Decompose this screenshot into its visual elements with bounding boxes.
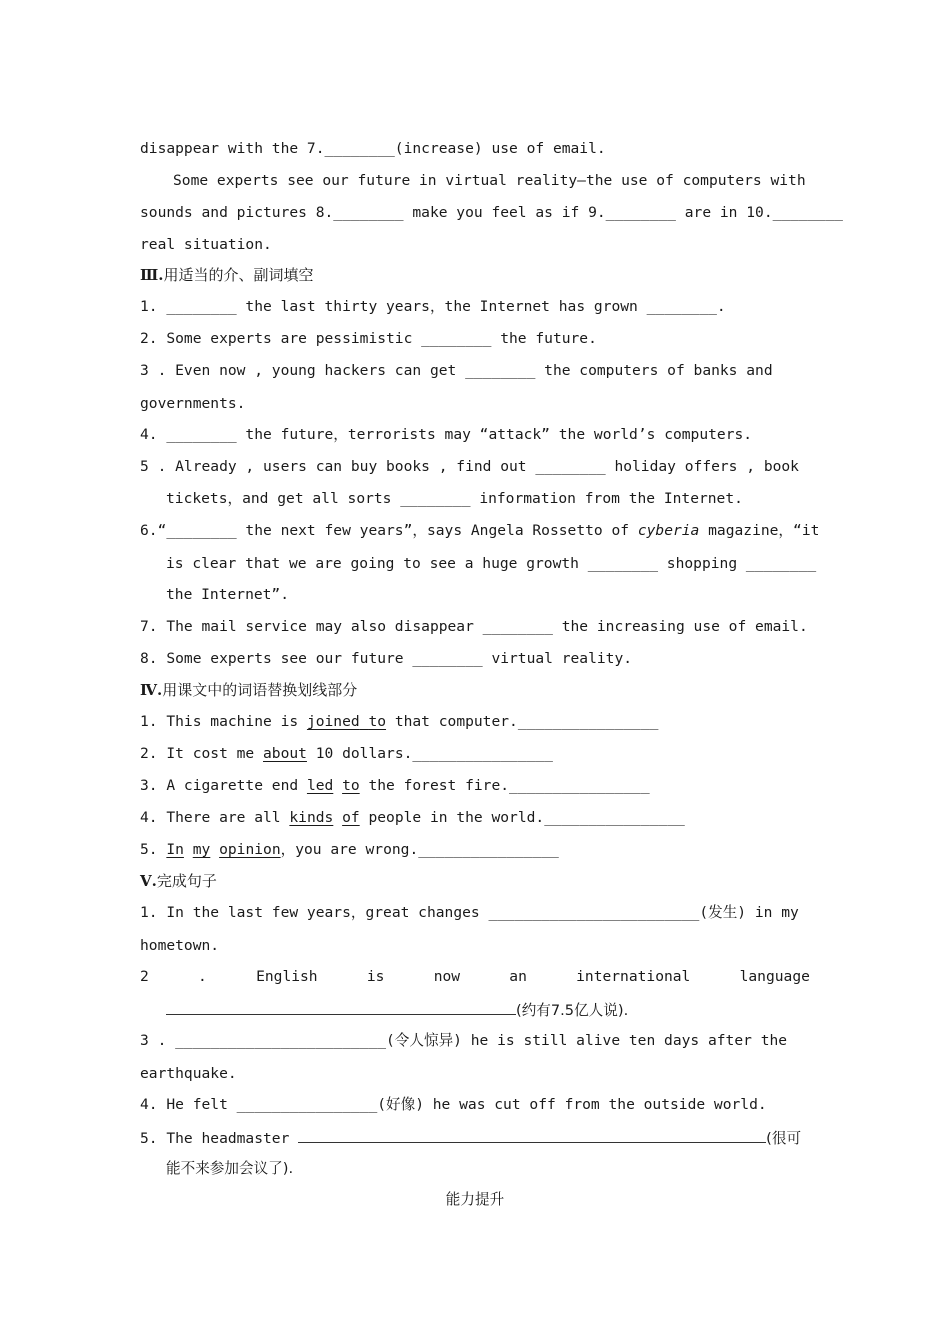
s5-q2-word: is [366,968,385,985]
s5-q2-word: international [576,968,691,985]
s4-q2-underlined: about [263,745,307,762]
s3-question-3-line-2: governments. [140,395,246,412]
section-5-title: 完成句子 [156,872,217,890]
passage-line-2: Some experts see our future in virtual reality—the use of computers with [173,172,806,189]
s4-q2-prefix: 2. It cost me [140,745,264,762]
ability-heading: 能力提升 [445,1191,505,1208]
s3-question-5-line-1: 5 . Already , users can buy books , find out ________ holiday offers , book [140,458,799,475]
s5-q2-word: now [433,968,461,985]
s4-q3-space [333,777,342,794]
s4-q5-space-1 [184,841,193,858]
s4-q5-underlined-2: my [192,841,211,858]
s4-q5-number: 5. [140,841,167,858]
s4-q1-prefix: 1. This machine is [140,713,307,730]
s5-question-1-line-1: 1. In the last few years，great changes ________________________(发生) in my [140,904,799,921]
s5-q2-word: 2 [140,968,149,985]
s5-q2-hint: (约有7.5亿人说). [516,1002,629,1019]
s4-q4-underlined-1: kinds [289,809,334,826]
s3-question-6-line-3: the Internet”. [166,586,290,603]
passage-line-4: real situation. [140,236,272,253]
section-3-title: 用适当的介、副词填空 [163,266,314,284]
s5-q2-word: language [739,968,810,985]
s4-q1-suffix: that computer.________________ [386,713,659,730]
s5-question-3-line-2: earthquake. [140,1065,237,1082]
section-4-title: 用课文中的词语替换划线部分 [162,681,358,699]
section-4-heading [140,680,357,700]
s4-q3-suffix: the forest fire.________________ [359,777,650,794]
section-5-heading [140,871,217,891]
section-4-numeral: Ⅳ. [140,681,163,699]
s4-q3-underlined-2: to [342,777,360,794]
s4-question-2 [140,744,553,764]
s5-question-2-line-1 [140,967,810,987]
s3-question-5-line-2: tickets，and get all sorts ________ information from the Internet. [166,490,743,507]
s3-question-4: 4. ________ the future，terrorists may “attack” the world’s computers. [140,426,753,443]
s3-question-8: 8. Some experts see our future ________ virtual reality. [140,650,633,667]
s4-q4-prefix: 4. There are all [140,809,290,826]
s4-q4-underlined-2: of [342,809,360,826]
s5-q5-prefix: 5. The headmaster [140,1130,299,1147]
s3-q6-text-a: 6.“________ the next few years”，says Angela Rossetto of [140,522,638,539]
s4-q1-underlined-2: to [368,713,387,730]
s5-question-2-line-2 [166,999,628,1021]
s3-q6-text-b: magazine，“it [699,522,820,539]
s5-question-1-line-2: hometown. [140,937,220,954]
s3-q6-magazine-name: cyberia [637,522,700,539]
s5-question-4: 4. He felt ________________(好像) he was cut off from the outside world. [140,1096,767,1113]
s5-q2-word: English [256,968,318,985]
s5-question-5-line-2: 能不来参加会议了). [166,1160,294,1177]
s3-question-3-line-1: 3 . Even now , young hackers can get ________ the computers of banks and [140,362,773,379]
s3-question-6-line-2: is clear that we are going to see a huge growth ________ shopping ________ [166,555,817,572]
passage-line-1: disappear with the 7.________(increase) use of email. [140,140,606,157]
s4-q1-underlined-1: joined [306,713,360,730]
s4-q5-space-2 [210,841,219,858]
s4-q3-prefix: 3. A cigarette end [140,777,307,794]
section-3-numeral: Ⅲ. [140,266,164,284]
s5-question-5-line-1 [140,1127,801,1149]
s3-question-2: 2. Some experts are pessimistic ________ the future. [140,330,597,347]
s4-q2-suffix: 10 dollars.________________ [306,745,553,762]
s4-question-3 [140,776,650,796]
s5-q2-word: . [198,968,207,985]
s3-question-7: 7. The mail service may also disappear ________ the increasing use of email. [140,618,808,635]
s4-q3-underlined-1: led [306,777,334,794]
s4-q5-suffix: ，you are wrong.________________ [280,841,559,858]
s3-question-6-line-1 [140,521,819,541]
passage-line-3: sounds and pictures 8.________ make you feel as if 9.________ are in 10.________ [140,204,843,221]
answer-blank [298,1127,766,1143]
s4-question-5 [140,840,559,860]
s4-q5-underlined-1: In [166,841,184,858]
s4-q5-underlined-3: opinion [219,841,281,858]
answer-blank [166,999,516,1015]
section-3-heading [140,265,314,285]
s4-q4-suffix: people in the world.________________ [359,809,685,826]
s4-q4-space [333,809,342,826]
section-5-numeral: Ⅴ. [140,872,157,890]
s5-q2-word: an [509,968,527,985]
s4-question-1 [140,712,658,732]
s5-q5-hint: (很可 [766,1130,802,1147]
s5-question-3-line-1: 3 . ________________________(令人惊异) he is still alive ten days after the [140,1032,788,1049]
s3-question-1: 1. ________ the last thirty years，the Internet has grown ________. [140,298,726,315]
s4-question-4 [140,808,685,828]
